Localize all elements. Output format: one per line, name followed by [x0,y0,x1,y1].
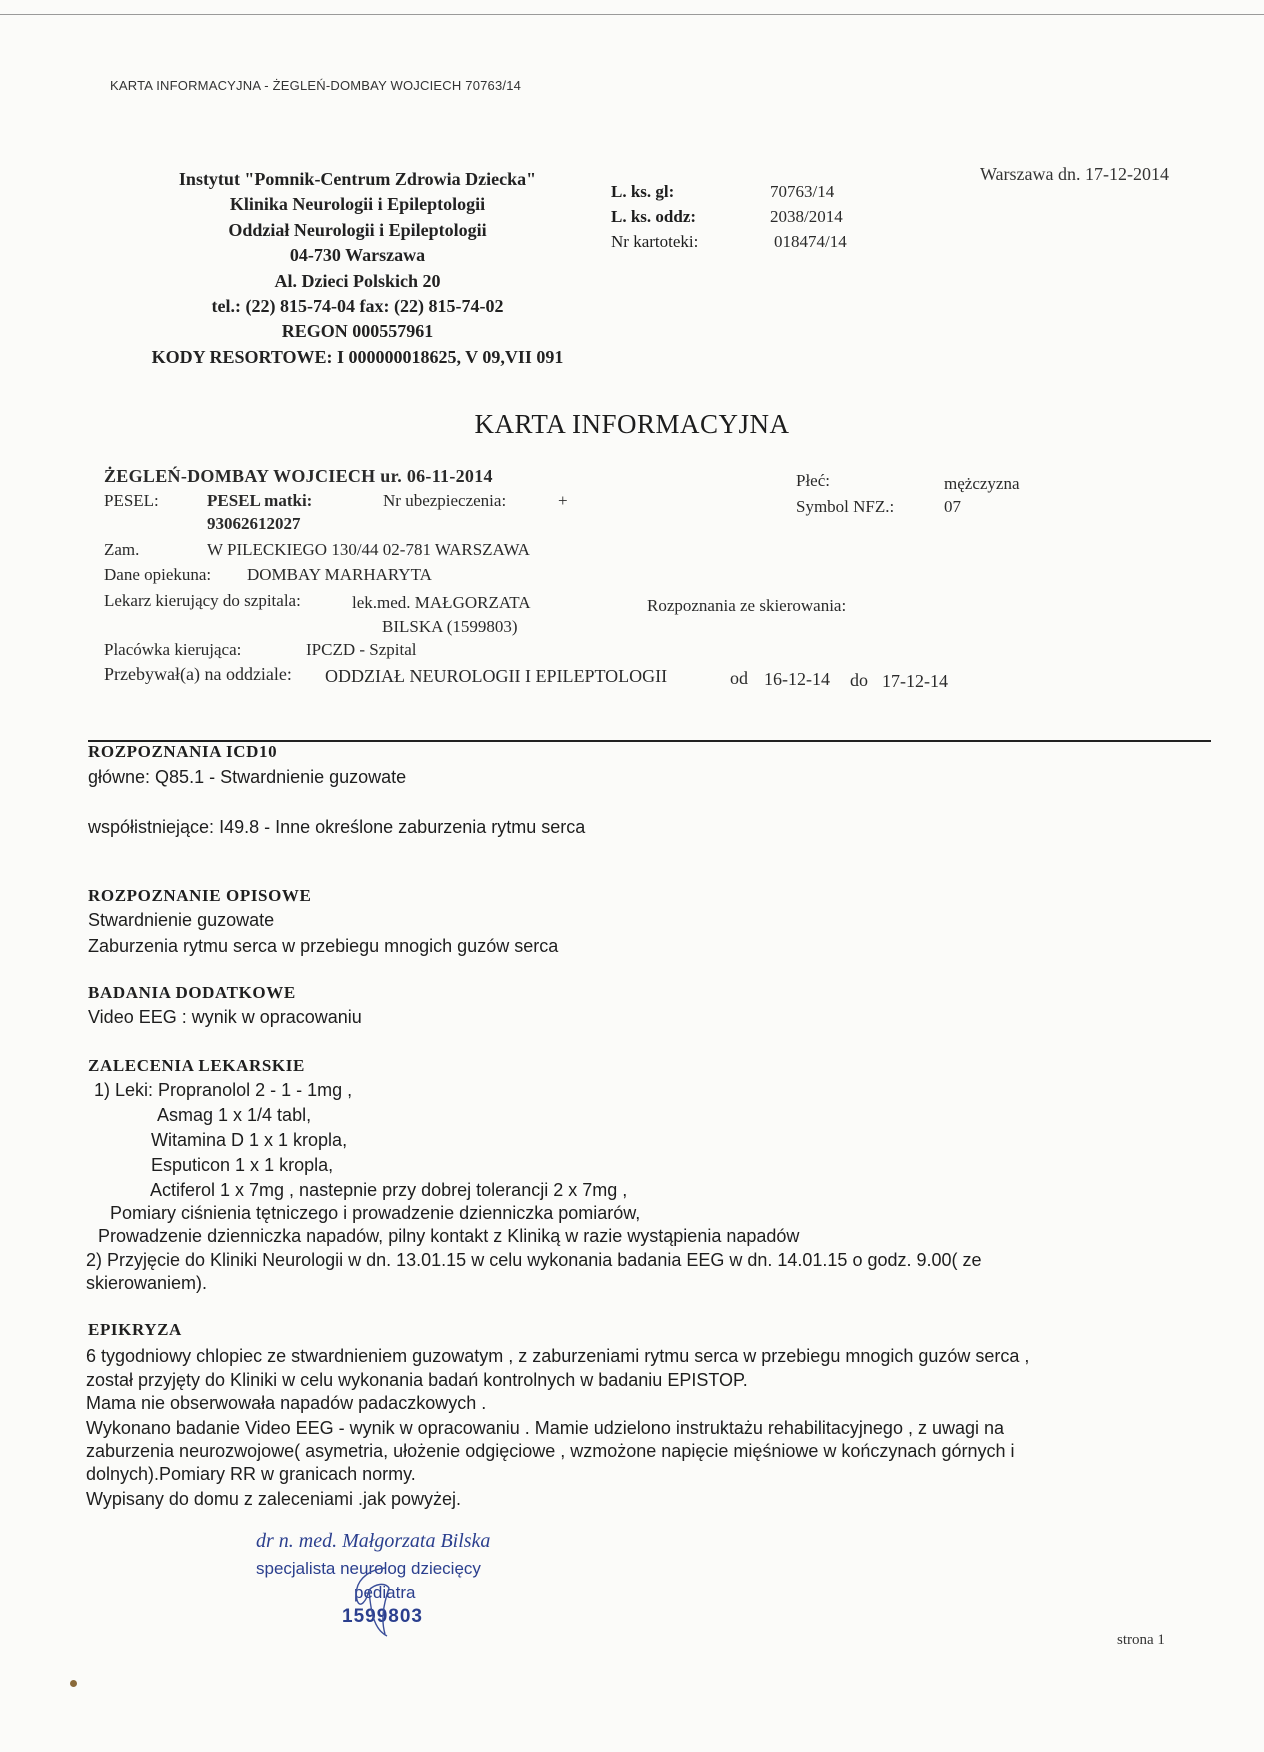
institution-line: 04-730 Warszawa [289,245,426,266]
epicrisis-line: Wykonano badanie Video EEG - wynik w opracowaniu . Mamie udzielono instruktażu rehabilitacyjnego , z uwagi na [86,1418,1005,1438]
running-header: KARTA INFORMACYJNA - ŻEGLEŃ-DOMBAY WOJCIECH 70763/14 [110,78,522,93]
page-number: strona 1 [1117,1632,1165,1648]
nfz-value: 07 [944,497,961,516]
stay-label: Przebywał(a) na oddziale: [104,664,292,684]
institution-line: Klinika Neurologii i Epileptologii [229,194,486,215]
institution-line: tel.: (22) 815-74-04 fax: (22) 815-74-02 [211,296,504,317]
institution-line: Oddział Neurologii i Epileptologii [228,219,487,240]
ks-gl-label: L. ks. gl: [611,182,675,201]
plec-label: Płeć: [796,471,830,490]
recommendation-line: Asmag 1 x 1/4 tabl, [157,1105,312,1125]
institution-line: Instytut "Pomnik-Centrum Zdrowia Dziecka" [178,169,537,189]
stay-od: od [730,668,748,688]
lekarz-value-cont: BILSKA (1599803) [382,617,518,636]
stay-from: 16-12-14 [764,669,830,689]
kartoteka-label: Nr kartoteki: [611,232,699,251]
ubezpieczenie-label: Nr ubezpieczenia: [383,491,507,510]
ks-oddz-label: L. ks. oddz: [611,207,697,226]
descriptive-line: Stwardnienie guzowate [88,910,275,930]
scan-edge-line [0,14,1264,15]
patient-name-dob: ŻEGLEŃ-DOMBAY WOJCIECH ur. 06-11-2014 [104,466,493,486]
ks-gl-value: 70763/14 [770,182,835,201]
epicrisis-heading: EPIKRYZA [88,1320,182,1339]
opiekun-value: DOMBAY MARHARYTA [247,565,432,584]
address-value: W PILECKIEGO 130/44 02-781 WARSZAWA [207,540,530,559]
stay-do: do [850,670,868,690]
icd-main: główne: Q85.1 - Stwardnienie guzowate [88,767,407,787]
recommendation-line: 1) Leki: Propranolol 2 - 1 - 1mg , [94,1080,353,1100]
signature-number: 1599803 [342,1606,423,1627]
recommendation-line: Pomiary ciśnienia tętniczego i prowadzenie dzienniczka pomiarów, [110,1203,641,1223]
pesel-matki-label: PESEL matki: [207,491,313,510]
kartoteka-value: 018474/14 [774,232,847,251]
extra-tests-line: Video EEG : wynik w opracowaniu [88,1007,362,1027]
ks-oddz-value: 2038/2014 [770,207,843,226]
pesel-label: PESEL: [104,491,159,510]
scan-speck [70,1680,77,1687]
descriptive-line: Zaburzenia rytmu serca w przebiegu mnogich guzów serca [88,936,559,956]
signature-title: specjalista neurolog dziecięcy [256,1559,481,1578]
epicrisis-line: zaburzenia neurozwojowe( asymetria, ułożenie odgięciowe , wzmożone napięcie mięśniowe w kończynach górnych i [86,1441,1015,1461]
icd-secondary: współistniejące: I49.8 - Inne określone zaburzenia rytmu serca [88,817,586,837]
signature-role: pediatra [354,1583,416,1602]
lekarz-value: lek.med. MAŁGORZATA [352,593,531,612]
address-label: Zam. [104,540,140,559]
recommendation-line: Prowadzenie dzienniczka napadów, pilny kontakt z Kliniką w razie wystąpienia napadów [98,1226,800,1246]
recommendation-line: skierowaniem). [86,1273,208,1293]
recommendation-line: Actiferol 1 x 7mg , nastepnie przy dobrej tolerancji 2 x 7mg , [150,1180,628,1200]
epicrisis-line: Wypisany do domu z zaleceniami .jak powyżej. [86,1489,462,1509]
skierowanie-label: Rozpoznania ze skierowania: [647,596,847,615]
signature-name: dr n. med. Małgorzata Bilska [256,1530,491,1552]
recommendation-line: 2) Przyjęcie do Kliniki Neurologii w dn. 13.01.15 w celu wykonania badania EEG w dn. 14.01.15 o godz. 9.00( ze [86,1250,982,1270]
icd-heading: ROZPOZNANIA ICD10 [88,742,278,761]
institution-line: REGON 000557961 [281,321,434,342]
nfz-label: Symbol NFZ.: [796,497,895,516]
ubezpieczenie-value: + [558,491,568,510]
recommendations-heading: ZALECENIA LEKARSKIE [88,1056,305,1075]
institution-line: Al. Dzieci Polskich 20 [274,270,441,291]
institution-block [115,167,600,370]
lekarz-label: Lekarz kierujący do szpitala: [104,591,301,610]
epicrisis-line: Mama nie obserwowała napadów padaczkowych . [86,1393,487,1413]
recommendation-line: Witamina D 1 x 1 kropla, [151,1130,348,1150]
document-title: KARTA INFORMACYJNA [474,409,790,439]
place-date: Warszawa dn. 17-12-2014 [980,164,1169,184]
institution-line: KODY RESORTOWE: I 000000018625, V 09,VII 091 [151,346,564,367]
stay-to: 17-12-14 [882,671,948,691]
pesel-matki-value: 93062612027 [207,514,301,533]
recommendation-line: Esputicon 1 x 1 kropla, [151,1155,334,1175]
placowka-label: Placówka kierująca: [104,640,242,659]
epicrisis-line: 6 tygodniowy chlopiec ze stwardnieniem guzowatym , z zaburzeniami rytmu serca w przebiegu mnogich guzów serca , [86,1346,1030,1366]
epicrisis-line: dolnych).Pomiary RR w granicach normy. [86,1464,416,1484]
placowka-value: IPCZD - Szpital [306,640,417,659]
handwritten-signature [345,1560,425,1640]
epicrisis-line: został przyjęty do Kliniki w celu wykonania badań kontrolnych w badaniu EPISTOP. [86,1370,748,1390]
extra-tests-heading: BADANIA DODATKOWE [88,983,296,1002]
descriptive-heading: ROZPOZNANIE OPISOWE [88,886,312,905]
stay-ward: ODDZIAŁ NEUROLOGII I EPILEPTOLOGII [325,666,668,686]
opiekun-label: Dane opiekuna: [104,565,212,584]
plec-value: mężczyzna [944,474,1020,493]
